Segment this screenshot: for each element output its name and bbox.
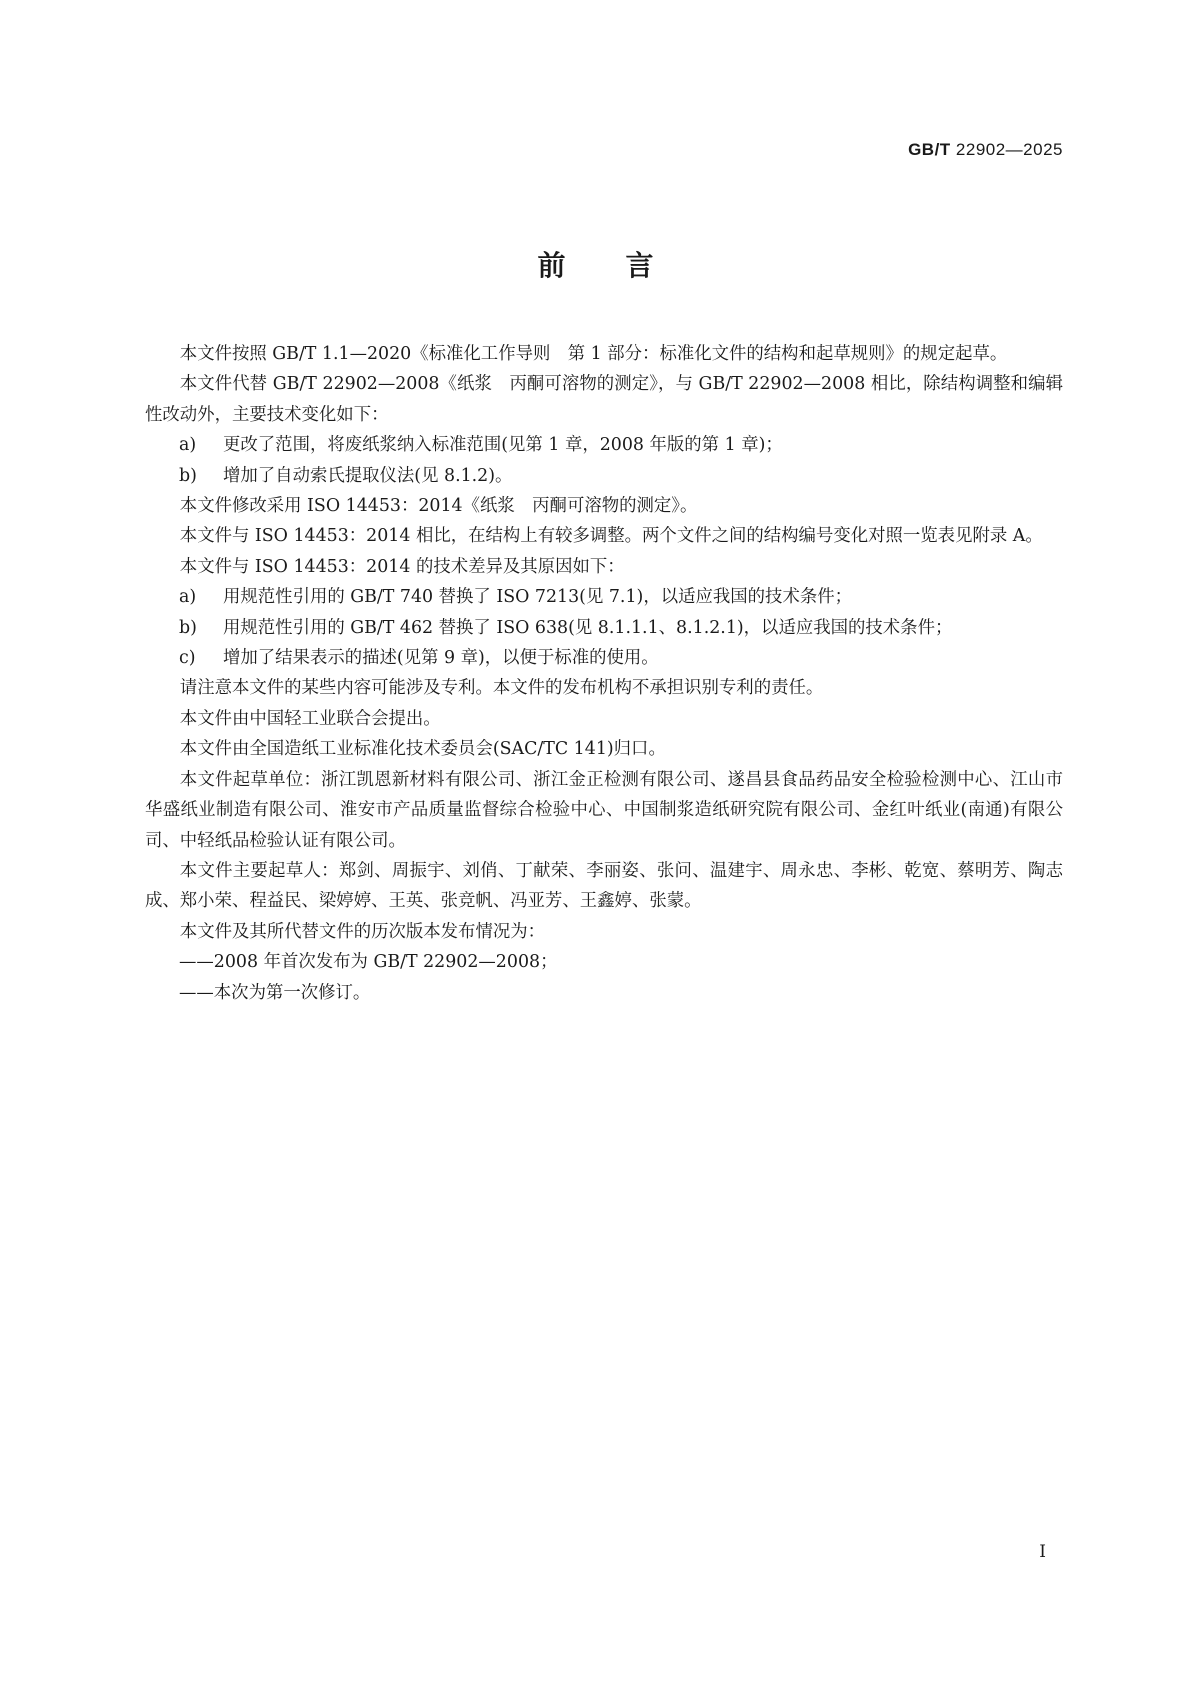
list-item-change-b: [145, 461, 1063, 491]
paragraph-drafting-units: 本文件起草单位：浙江凯恩新材料有限公司、浙江金正检测有限公司、遂昌县食品药品安全检验检测中心、江山市华盛纸业制造有限公司、淮安市产品质量监督综合检验中心、中国制浆造纸研究院有限公司、金红叶纸业(南通)有限公司、中轻纸品检验认证有限公司。: [145, 769, 1063, 851]
list-item-text: 用规范性引用的 GB/T 740 替换了 ISO 7213(见 7.1)，以适应我国的技术条件；: [223, 587, 853, 608]
page-title: 前言: [537, 249, 714, 282]
paragraph-drafting-rules: 本文件按照 GB/T 1.1—2020《标准化工作导则 第 1 部分：标准化文件的结构和起草规则》的规定起草。: [179, 344, 1008, 364]
list-item-text: 增加了自动索氏提取仪法(见 8.1.2)。: [223, 465, 513, 486]
document-code-prefix: GB/T: [908, 140, 951, 159]
list-marker: a): [179, 587, 197, 608]
paragraph-structure-comparison: 本文件与 ISO 14453：2014 相比，在结构上有较多调整。两个文件之间的结构编号变化对照一览表见附录 A。: [179, 526, 1043, 547]
document-code: [908, 140, 1063, 160]
history-item-revision: ——本次为第一次修订。: [179, 982, 371, 1003]
history-item-first: ——2008 年首次发布为 GB/T 22902—2008；: [179, 952, 558, 973]
paragraph-replaces: 本文件代替 GB/T 22902—2008《纸浆 丙酮可溶物的测定》，与 GB/T 22902—2008 相比，除结构调整和编辑性改动外，主要技术变化如下：: [145, 374, 1063, 425]
foreword-body: [145, 339, 1063, 1008]
document-code-number: 22902—2025: [955, 140, 1063, 159]
list-item-text: 用规范性引用的 GB/T 462 替换了 ISO 638(见 8.1.1.1、8.1.2.1)，以适应我国的技术条件；: [223, 617, 953, 638]
paragraph-adoption: 本文件修改采用 ISO 14453：2014《纸浆 丙酮可溶物的测定》。: [179, 496, 698, 517]
paragraph-proposer: 本文件由中国轻工业联合会提出。: [179, 708, 441, 729]
paragraph-drafters: 本文件主要起草人：郑剑、周振宇、刘俏、丁献荣、李丽姿、张问、温建宇、周永忠、李彬、乾宽、蔡明芳、陶志成、郑小荣、程益民、梁婷婷、王英、张竞帆、冯亚芳、王鑫婷、张蒙。: [145, 860, 1063, 912]
list-item-diff-c: [145, 643, 1063, 673]
list-marker: c): [179, 648, 196, 669]
page-number: I: [1039, 1542, 1046, 1562]
list-item-diff-a: [145, 582, 1063, 612]
list-item-text: 增加了结果表示的描述(见第 9 章)，以便于标准的使用。: [223, 648, 659, 669]
paragraph-committee: 本文件由全国造纸工业标准化技术委员会(SAC/TC 141)归口。: [179, 739, 666, 760]
list-item-change-a: [145, 430, 1063, 460]
list-marker: b): [179, 617, 197, 638]
list-marker: b): [179, 465, 197, 486]
paragraph-patent-notice: 请注意本文件的某些内容可能涉及专利。本文件的发布机构不承担识别专利的责任。: [179, 678, 824, 699]
paragraph-technical-differences: 本文件与 ISO 14453：2014 的技术差异及其原因如下：: [179, 556, 625, 577]
paragraph-history-intro: 本文件及其所代替文件的历次版本发布情况为：: [179, 921, 546, 942]
list-item-text: 更改了范围，将废纸浆纳入标准范围(见第 1 章，2008 年版的第 1 章)；: [223, 435, 783, 456]
list-marker: a): [179, 435, 197, 456]
list-item-diff-b: [145, 613, 1063, 643]
